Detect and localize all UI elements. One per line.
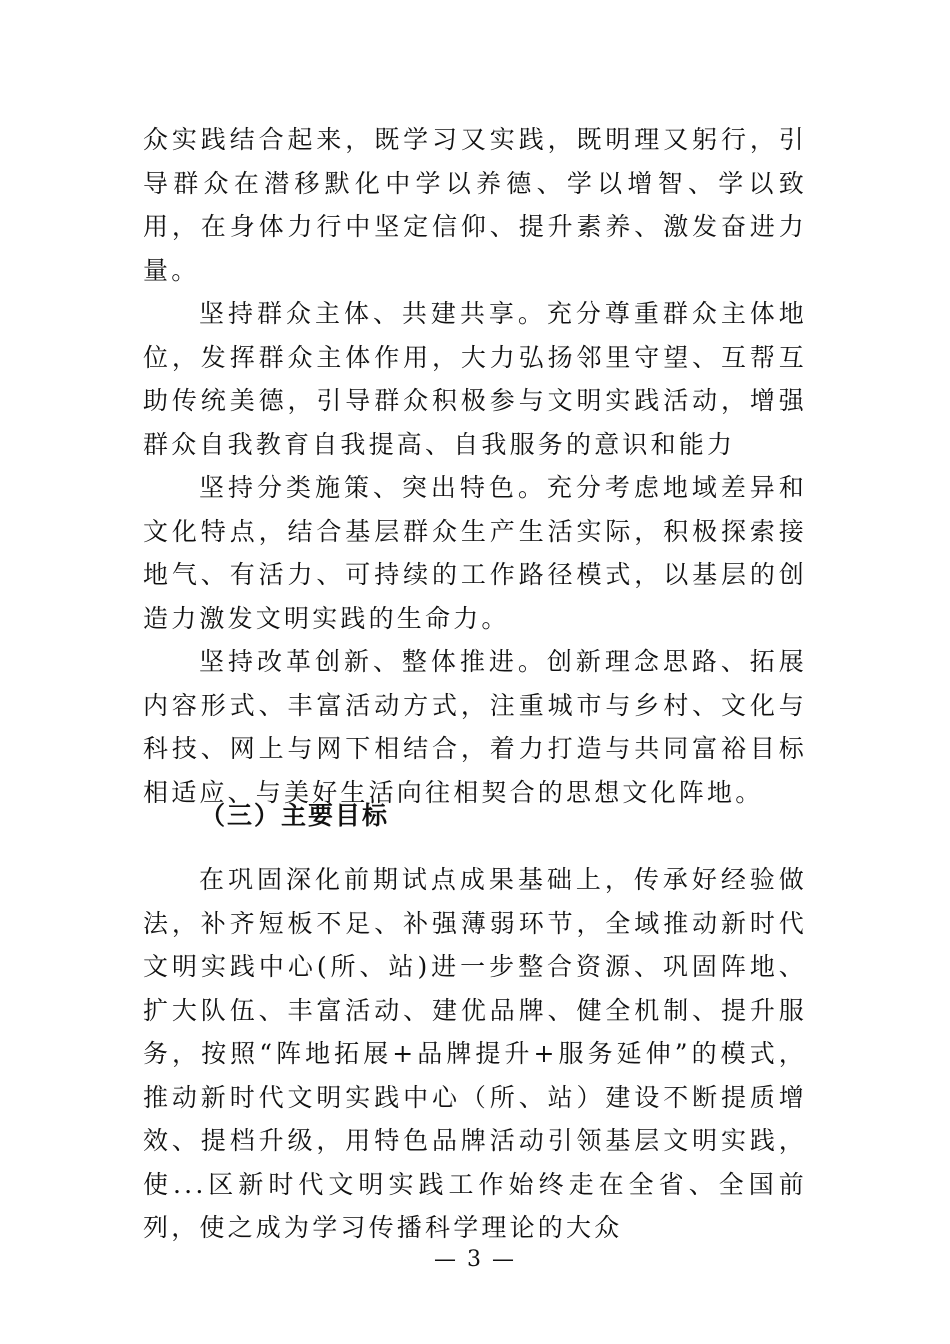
body-text-upper xyxy=(143,118,807,814)
paragraph-masses-subject: 坚持群众主体、共建共享。充分尊重群众主体地位，发挥群众主体作用，大力弘扬邻里守望、互帮互助传统美德，引导群众积极参与文明实践活动，增强群众自我教育自我提高、自我服务的意识和能力 xyxy=(143,299,807,459)
body-text-lower xyxy=(143,858,807,1250)
section-heading: （三）主要目标 xyxy=(200,801,390,830)
paragraph-main-goals: 在巩固深化前期试点成果基础上，传承好经验做法，补齐短板不足、补强薄弱环节，全域推动新时代文明实践中心(所、站)进一步整合资源、巩固阵地、扩大队伍、丰富活动、建优品牌、健全机制、提升服务，按照“阵地拓展+品牌提升+服务延伸”的模式，推动新时代文明实践中心（所、站）建设不断提质增效、提档升级，用特色品牌活动引领基层文明实践，使...区新时代文明实践工作始终走在全省、全国前列，使之成为学习传播科学理论的大众 xyxy=(143,865,807,1242)
paragraph-reform-innovation: 坚持改革创新、整体推进。创新理念思路、拓展内容形式、丰富活动方式，注重城市与乡村、文化与科技、网上与网下相结合，着力打造与共同富裕目标相适应、与美好生活向往相契合的思想文化阵地。 xyxy=(143,647,807,807)
paragraph-continuation: 众实践结合起来，既学习又实践，既明理又躬行，引导群众在潜移默化中学以养德、学以增智、学以致用，在身体力行中坚定信仰、提升素养、激发奋进力量。 xyxy=(143,125,807,285)
page-number: — 3 — xyxy=(434,1247,516,1272)
paragraph-classified-policy: 坚持分类施策、突出特色。充分考虑地域差异和文化特点，结合基层群众生产生活实际，积极探索接地气、有活力、可持续的工作路径模式，以基层的创造力激发文明实践的生命力。 xyxy=(143,473,807,633)
